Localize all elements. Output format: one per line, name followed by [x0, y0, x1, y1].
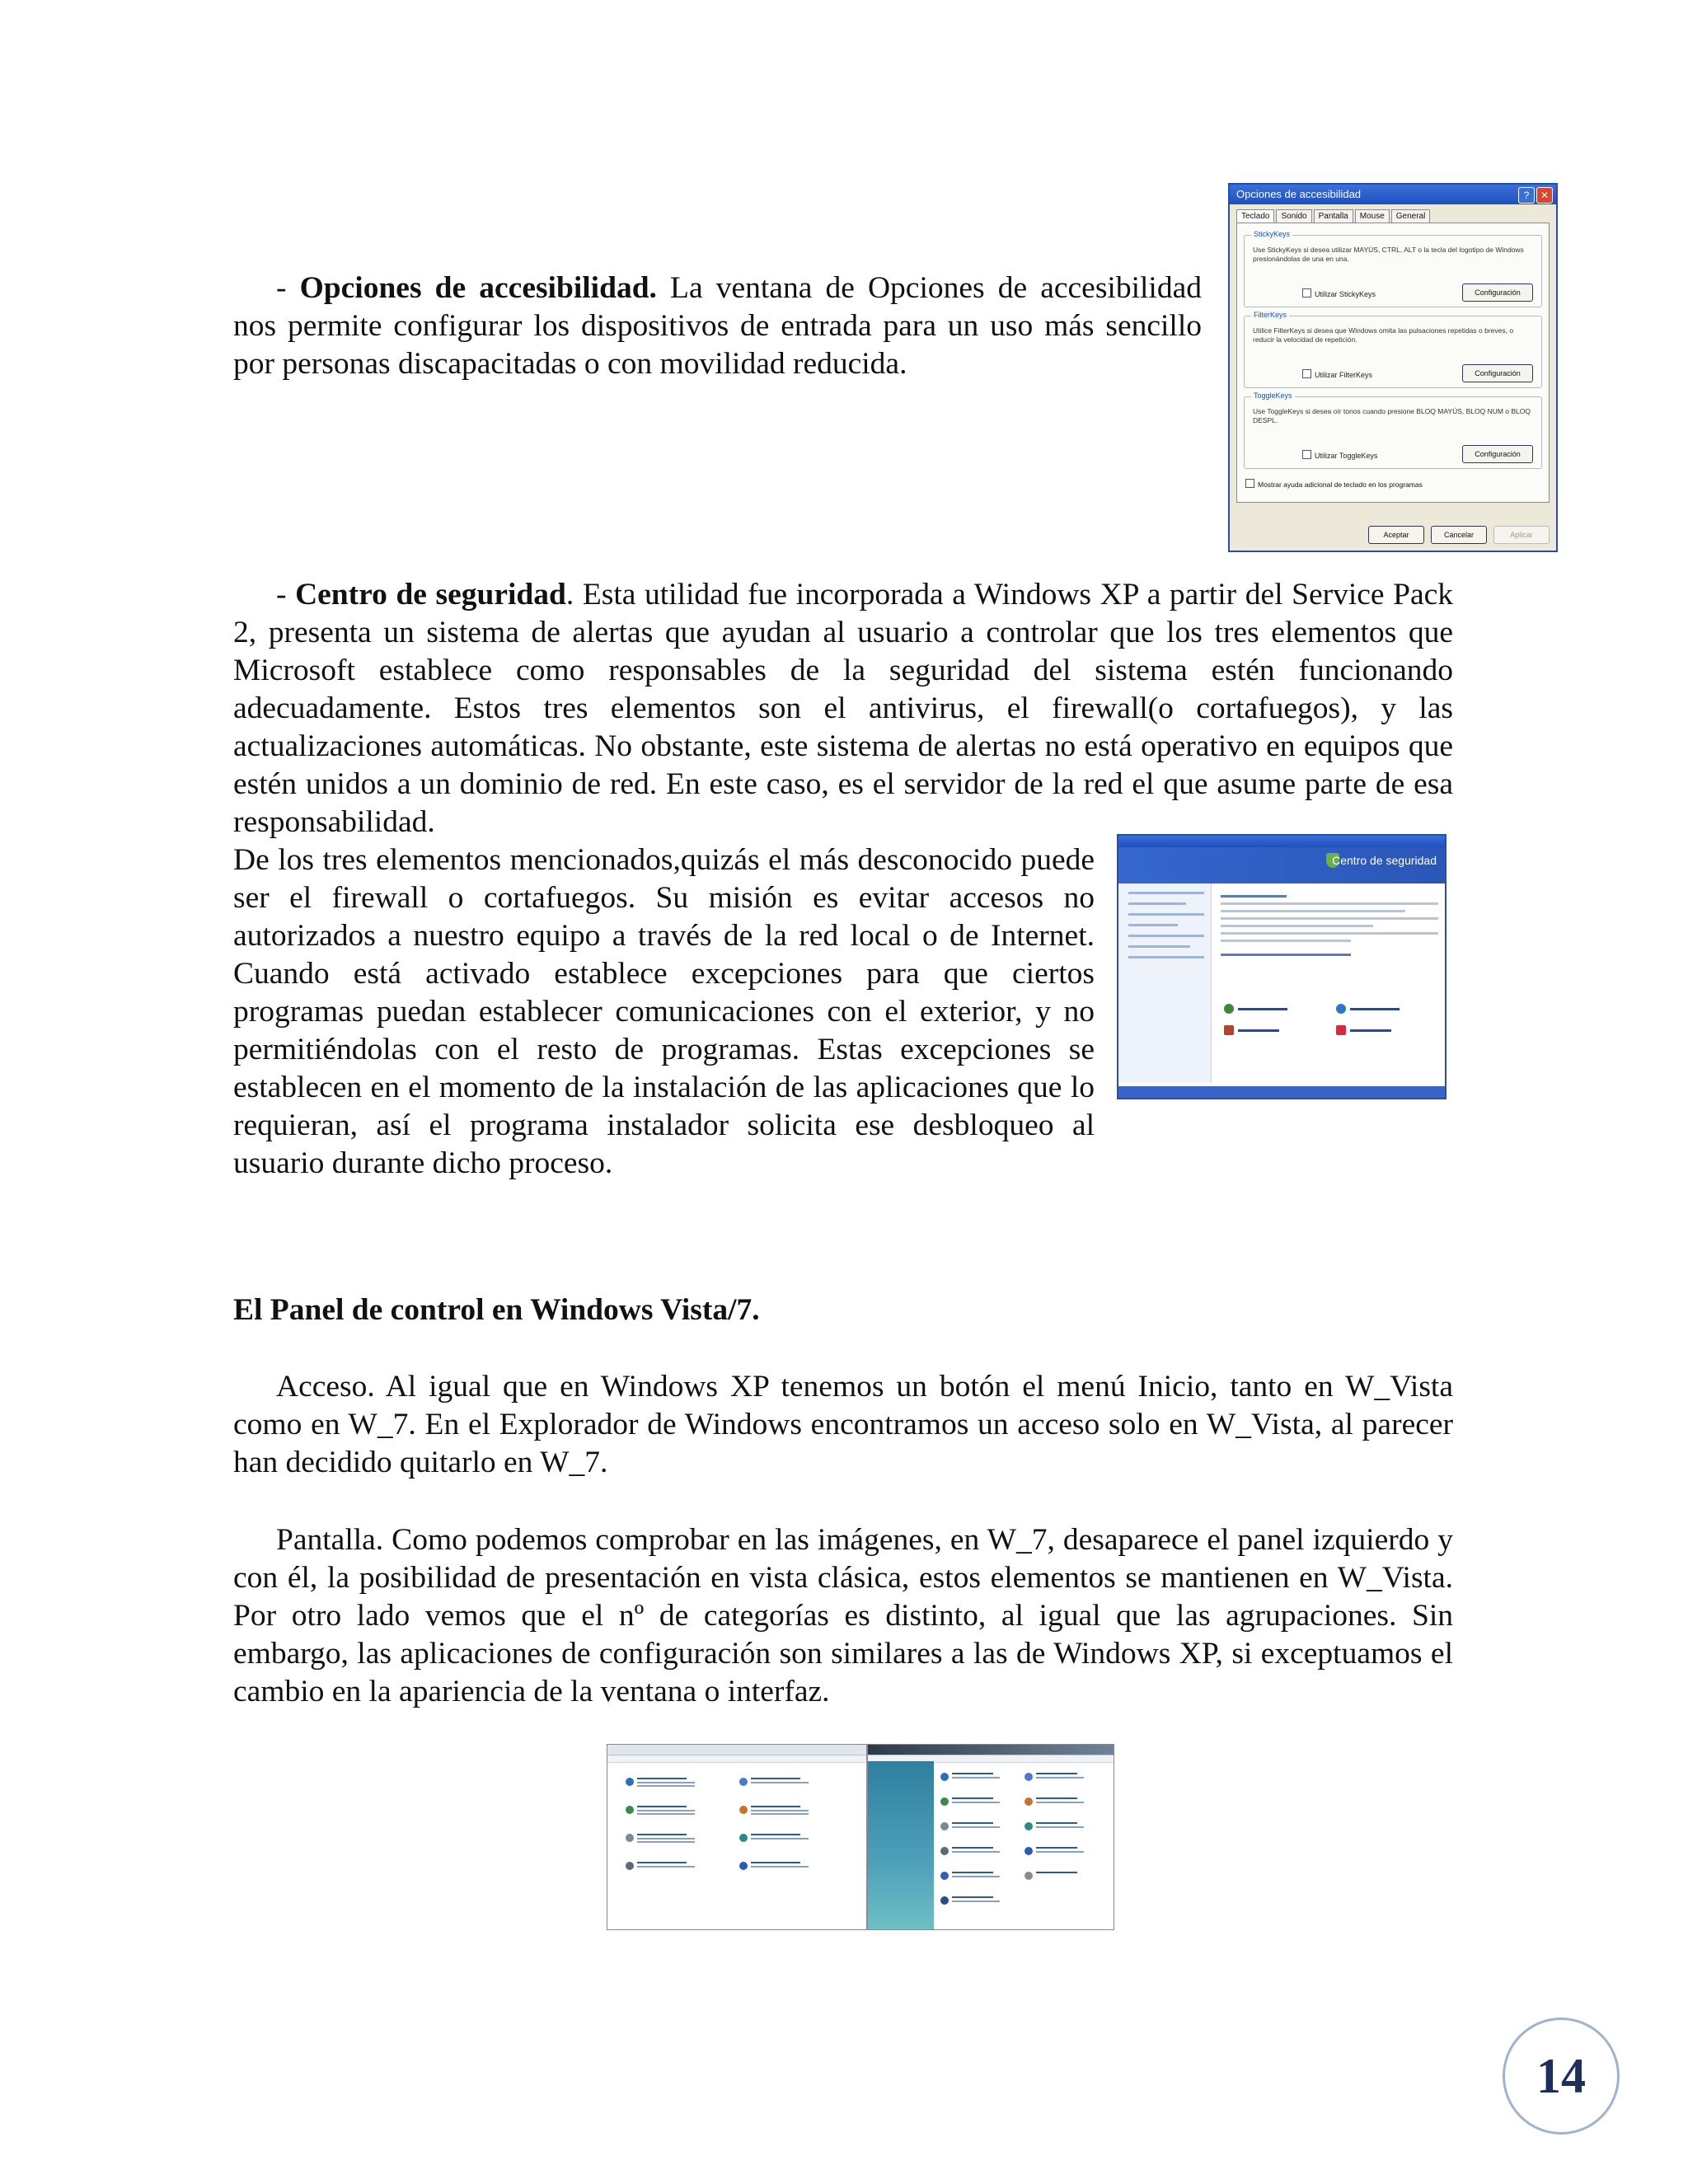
internet-options-icon	[1336, 1004, 1346, 1014]
cp-category	[626, 1778, 695, 1788]
paragraph-acceso	[233, 1368, 1453, 1482]
paragraph-firewall: De los tres elementos mencionados,quizás el más desconocido puede ser el firewall o cortafuegos. Su misión es evitar accesos no autorizados a nuestro equipo a través de la red local o de Internet. Cuando está activado establece excepciones para que ciertos programas puedan establecer comunicaciones con el exterior, y no permitiéndolas con el resto de programas. Estas excepciones se establecen en el momento de la instalación de las aplicaciones que lo requieran, así el programa instalador solicita ese desbloqueo al usuario durante dicho proceso.	[233, 843, 1095, 1180]
accessibility-icon	[739, 1862, 748, 1870]
network-icon	[940, 1797, 949, 1806]
shield-alert-icon	[1336, 1025, 1346, 1035]
sc-item-internet	[1336, 1004, 1400, 1014]
users-icon	[739, 1778, 748, 1786]
cp-category	[739, 1806, 809, 1816]
cp-category	[940, 1797, 1000, 1806]
appearance-icon	[1025, 1797, 1033, 1806]
mobile-icon	[940, 1872, 949, 1880]
ok-button: Aceptar	[1368, 526, 1424, 544]
cp-category	[739, 1834, 809, 1842]
cp-category	[1025, 1847, 1084, 1855]
dialog-title: Opciones de accesibilidad	[1236, 188, 1362, 200]
control-panel-vista	[868, 1745, 1114, 1929]
cp-category	[626, 1806, 695, 1816]
group-stickykeys	[1244, 230, 1542, 307]
sc-banner	[1118, 847, 1445, 883]
users-icon	[1025, 1773, 1033, 1781]
options-icon	[940, 1896, 949, 1905]
sc-banner-title: Centro de seguridad	[1332, 854, 1437, 867]
cp-category	[1025, 1872, 1077, 1880]
sc-right-panel	[1221, 890, 1438, 1083]
cp-category	[626, 1862, 695, 1870]
vista-nav-panel	[868, 1761, 934, 1929]
system-icon	[940, 1773, 949, 1781]
bullet-dash: -	[276, 271, 300, 305]
paragraph-accesibilidad	[233, 269, 1202, 383]
config-button: Configuración	[1462, 284, 1533, 302]
bullet-dash: -	[276, 578, 296, 612]
security-center-screenshot	[1117, 834, 1447, 1099]
sc-left-panel	[1118, 883, 1212, 1083]
group-description: Use StickyKeys si desea utilizar MAYÚS, CTRL, ALT o la tecla del logotipo de Windows presionándolas de una en una.	[1253, 246, 1524, 263]
group-filterkeys	[1244, 311, 1542, 388]
classic-view-icon	[1025, 1872, 1033, 1880]
tab-mouse: Mouse	[1355, 209, 1390, 223]
cp-category	[1025, 1797, 1084, 1806]
close-icon: ✕	[1536, 187, 1553, 204]
accessibility-icon	[1025, 1847, 1033, 1855]
appearance-icon	[739, 1806, 748, 1814]
stickykeys-checkbox: Utilizar StickyKeys	[1302, 288, 1376, 298]
config-button: Configuración	[1462, 364, 1533, 382]
tab-panel	[1236, 223, 1550, 503]
group-togglekeys	[1244, 391, 1542, 469]
control-panel-win7	[607, 1745, 868, 1929]
cp-category	[739, 1778, 809, 1786]
text-acceso: Acceso. Al igual que en Windows XP tenemos un botón el menú Inicio, tanto en W_Vista como en W_7. En el Explorador de Windows encontramos un acceso solo en W_Vista, al parecer han decidido quitarlo en W_7.	[233, 1370, 1453, 1479]
cp-addressbar	[868, 1745, 1114, 1755]
group-description: Utilice FilterKeys si desea que Windows omita las pulsaciones repetidas o breves, o reducir la velocidad de repetición.	[1253, 326, 1514, 344]
accessibility-options-screenshot	[1228, 183, 1558, 552]
paragraph-pantalla	[233, 1521, 1453, 1711]
sc-item-auto	[1336, 1025, 1391, 1035]
programs-icon	[626, 1862, 634, 1870]
sc-item-firewall	[1224, 1025, 1279, 1035]
tab-sonido: Sonido	[1276, 209, 1311, 223]
sc-statusbar	[1118, 1086, 1445, 1098]
cp-category	[1025, 1773, 1084, 1781]
group-title: ToggleKeys	[1251, 391, 1295, 400]
page-number: 14	[1503, 2018, 1620, 2135]
dialog-titlebar	[1230, 185, 1556, 204]
globe-icon	[1224, 1004, 1234, 1014]
apply-button: Aplicar	[1493, 526, 1550, 544]
control-panel-screenshots	[607, 1744, 1114, 1930]
section-heading: El Panel de control en Windows Vista/7.	[233, 1293, 760, 1327]
group-description: Use ToggleKeys si desea oír tonos cuando presione BLOQ MAYÚS, BLOQ NUM o BLOQ DESPL.	[1253, 407, 1531, 424]
dialog-tabs	[1230, 204, 1556, 223]
term-seguridad: Centro de seguridad	[295, 578, 566, 612]
group-title: StickyKeys	[1251, 230, 1292, 238]
extra-help-checkbox: Mostrar ayuda adicional de teclado en los programas	[1245, 479, 1423, 489]
group-title: FilterKeys	[1251, 311, 1289, 319]
sc-item-updates	[1224, 1004, 1287, 1014]
cp-menubar	[607, 1755, 866, 1763]
tab-pantalla: Pantalla	[1314, 209, 1353, 223]
config-button: Configuración	[1462, 445, 1533, 463]
text-seguridad: . Esta utilidad fue incorporada a Windows XP a partir del Service Pack 2, presenta un sistema de alertas que ayudan al usuario a controlar que los tres elementos que Microsoft establece como responsables de la seguridad del sistema estén funcionando adecuadamente. Estos tres elementos son el antivirus, el firewall(o cortafuegos), y las actualizaciones automáticas. No obstante, este sistema de alertas no está operativo en equipos que estén unidos a un dominio de red. En este caso, es el servidor de la red el que asume parte de esa responsabilidad.	[233, 578, 1454, 839]
programs-icon	[940, 1847, 949, 1855]
filterkeys-checkbox: Utilizar FilterKeys	[1302, 369, 1372, 379]
togglekeys-checkbox: Utilizar ToggleKeys	[1302, 450, 1377, 460]
network-icon	[626, 1806, 634, 1814]
cp-category	[940, 1847, 1000, 1855]
help-icon: ?	[1518, 187, 1535, 204]
hardware-icon	[940, 1822, 949, 1830]
sc-titlebar	[1118, 836, 1445, 847]
term-accesibilidad: Opciones de accesibilidad.	[299, 271, 657, 305]
firewall-icon	[1224, 1025, 1234, 1035]
hardware-icon	[626, 1834, 634, 1842]
cp-category	[940, 1896, 1000, 1905]
dialog-buttons	[1368, 526, 1550, 544]
clock-icon	[1025, 1822, 1033, 1830]
text-pantalla: Pantalla. Como podemos comprobar en las imágenes, en W_7, desaparece el panel izquierdo y con él, la posibilidad de presentación en vista clásica, estos elementos se mantienen en W_Vista. Por otro lado vemos que el nº de categorías es distinto, al igual que las agrupaciones. Sin embargo, las aplicaciones de configuración son similares a las de Windows XP, si exceptuamos el cambio en la apariencia de la ventana o interfaz.	[233, 1523, 1453, 1708]
cp-category	[739, 1862, 809, 1870]
cp-category	[940, 1773, 1000, 1781]
cp-addressbar	[607, 1745, 866, 1755]
cp-category	[940, 1872, 1000, 1880]
tab-general: General	[1391, 209, 1431, 223]
cancel-button: Cancelar	[1431, 526, 1487, 544]
text-accesibilidad: La ventana de Opciones de accesibilidad nos permite configurar los dispositivos de entrada para un uso más sencillo por personas discapacitadas o con movilidad reducida.	[233, 271, 1202, 381]
cp-category	[1025, 1822, 1084, 1830]
clock-icon	[739, 1834, 748, 1842]
tab-teclado: Teclado	[1236, 209, 1274, 223]
paragraph-seguridad	[233, 576, 1453, 841]
system-icon	[626, 1778, 634, 1786]
cp-category	[940, 1822, 1000, 1830]
cp-category	[626, 1834, 695, 1844]
